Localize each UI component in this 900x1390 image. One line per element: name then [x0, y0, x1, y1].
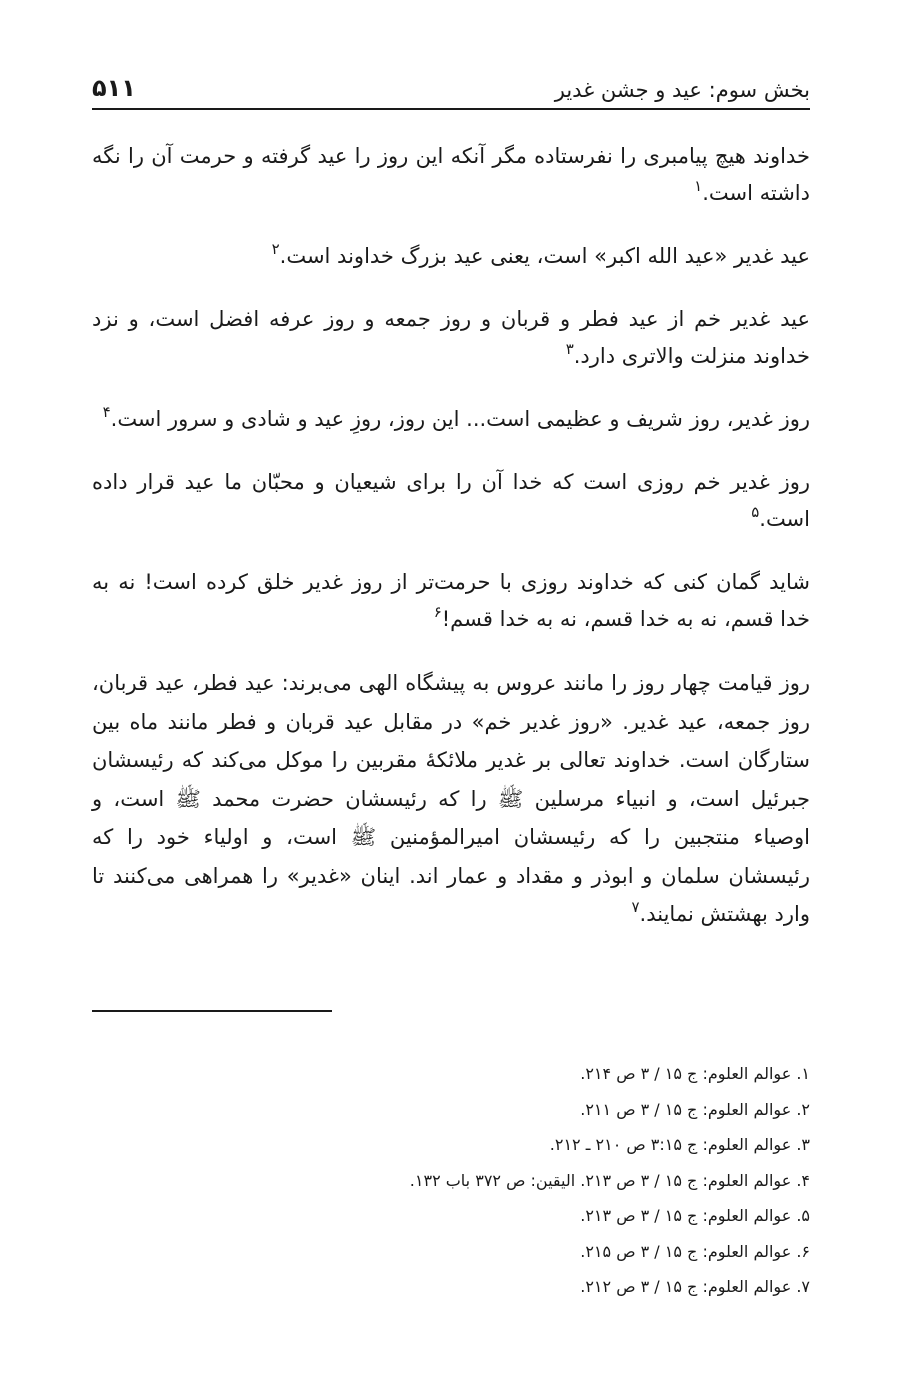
- footnote-4: ۴. عوالم العلوم: ج ۱۵ / ۳ ص ۲۱۳. الیقین: ص ۳۷۲ باب ۱۳۲.: [409, 1170, 810, 1190]
- footnote-ref-2[interactable]: ۲: [271, 240, 280, 258]
- footnote-1: ۱. عوالم العلوم: ج ۱۵ / ۳ ص ۲۱۴.: [580, 1064, 810, 1083]
- footnote-ref-7[interactable]: ۷: [631, 898, 640, 916]
- paragraph-6: شاید گمان کنی که خداوند روزی با حرمت‌تر از روز غدیر خلق کرده است! نه به خدا قسم، نه به خدا قسم، نه به خدا قسم!$^۶$: [92, 570, 810, 631]
- footnote-5: ۵. عوالم العلوم: ج ۱۵ / ۳ ص ۲۱۳.: [580, 1206, 810, 1225]
- paragraph-7: روز قیامت چهار روز را مانند عروس به پیشگاه الهی می‌برند: عید فطر، عید قربان، روز جمعه، عید غدیر. «روز غدیر خم» در مقابل عید قربان و فطر مانند ماه بین ستارگان است. خداوند تعالی بر غدیر ملائکهٔ مقربین را موکل می‌کند که رئیسشان جبرئیل است، و انبیاء مرسلین ﷺ را که رئیسشان حضرت محمد ﷺ است، و اوصیاء منتجبین را که رئیسشان امیرالمؤمنین ﷺ است، و اولیاء خود را که رئیسشان سلمان و ابوذر و مقداد و عمار اند. اینان «غدیر» را همراهی می‌کنند تا وارد بهشتش نمایند.$^۷$: [92, 671, 810, 926]
- page-number: ۵۱۱: [92, 74, 136, 102]
- footnote-6: ۶. عوالم العلوم: ج ۱۵ / ۳ ص ۲۱۵.: [580, 1241, 810, 1261]
- paragraph-4: روز غدیر، روز شریف و عظیمی است... این روز، روزِ عید و شادی و سرور است.$^۴$: [102, 403, 810, 431]
- footnote-ref-3[interactable]: ۳: [565, 340, 574, 358]
- footnote-ref-5[interactable]: ۵: [751, 503, 760, 521]
- footnote-ref-4[interactable]: ۴: [102, 403, 111, 421]
- footnotes-list: [92, 1056, 810, 1305]
- footnote-2: ۲. عوالم العلوم: ج ۱۵ / ۳ ص ۲۱۱.: [580, 1099, 810, 1119]
- paragraph-5: روز غدیر خم روزی است که خدا آن را برای شیعیان و محبّان ما عید قرار داده است.$^۵$: [92, 470, 810, 531]
- body-text: [92, 138, 810, 960]
- paragraph-2: عید غدیر «عید الله اکبر» است، یعنی عید بزرگ خداوند است.$^۲$: [271, 240, 810, 268]
- book-page: [92, 0, 810, 1390]
- footnote-ref-1[interactable]: ۱: [694, 177, 703, 195]
- running-header: [92, 62, 810, 110]
- paragraph-3: عید غدیر خم از عید فطر و قربان و روز جمعه و روز عرفه افضل است، و نزد خداوند منزلت والاتری دارد.$^۳$: [92, 307, 810, 368]
- section-title: بخش سوم: عید و جشن غدیر: [554, 78, 810, 102]
- footnote-7: ۷. عوالم العلوم: ج ۱۵ / ۳ ص ۲۱۲.: [580, 1277, 810, 1296]
- footnote-divider: [92, 1010, 332, 1012]
- footnote-3: ۳. عوالم العلوم: ج ۳:۱۵ ص ۲۱۰ ـ ۲۱۲.: [549, 1135, 810, 1154]
- paragraph-1: خداوند هیچ پیامبری را نفرستاده مگر آنکه این روز را عید گرفته و حرمت آن را نگه داشته است.$^۱$: [92, 144, 810, 205]
- footnote-ref-6[interactable]: ۶: [433, 603, 442, 621]
